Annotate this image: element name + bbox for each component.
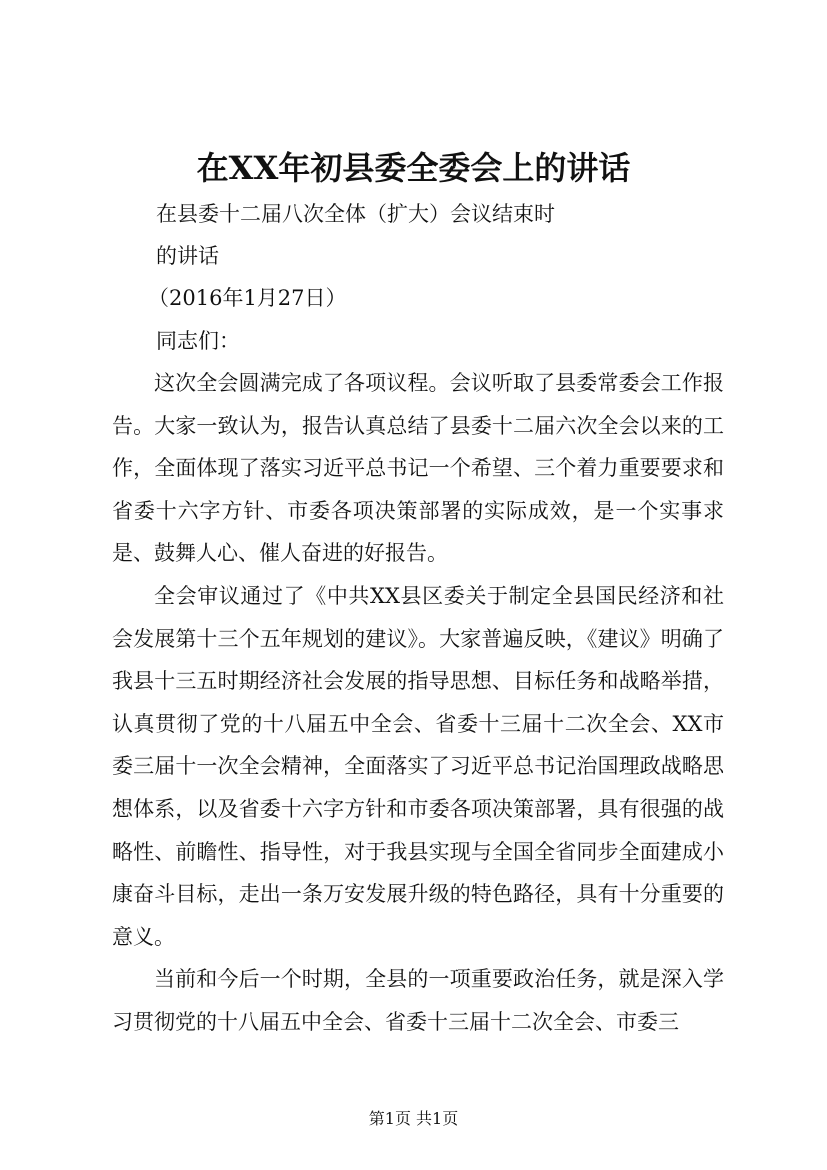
page-number-footer: 第1页 共1页: [368, 1109, 459, 1128]
paragraph-3: 当前和今后一个时期，全县的一项重要政治任务，就是深入学习贯彻党的十八届五中全会、省委十三届十二次全会、市委三: [112, 967, 724, 1034]
document-title: 在XX年初县委全委会上的讲话: [196, 149, 631, 187]
paragraph-2: 全会审议通过了《中共XX县区委关于制定全县国民经济和社会发展第十三个五年规划的建议》。大家普遍反映，《建议》明确了我县十三五时期经济社会发展的指导思想、目标任务和战略举措，认真贯彻了党的十八届五中全会、省委十三届十二次全会、XX市委三届十一次全会精神，全面落实了习近平总书记治国理政战略思想体系，以及省委十六字方针和市委各项决策部署，具有很强的战略性、前瞻性、指导性，对于我县实现与全国全省同步全面建成小康奋斗目标，走出一条万安发展升级的特色路径，具有十分重要的意义。: [112, 584, 724, 949]
speech-date: （2016年1月27日）: [148, 286, 347, 310]
subtitle-line-2: 的讲话: [156, 244, 219, 268]
paragraph-1: 这次全会圆满完成了各项议程。会议听取了县委常委会工作报告。大家一致认为，报告认真总结了县委十二届六次全会以来的工作，全面体现了落实习近平总书记一个希望、三个着力重要要求和省委十六字方针、市委各项决策部署的实际成效，是一个实事求是、鼓舞人心、催人奋进的好报告。: [112, 371, 724, 566]
salutation: 同志们：: [156, 329, 240, 353]
subtitle-line-1: 在县委十二届八次全体（扩大）会议结束时: [156, 202, 555, 226]
